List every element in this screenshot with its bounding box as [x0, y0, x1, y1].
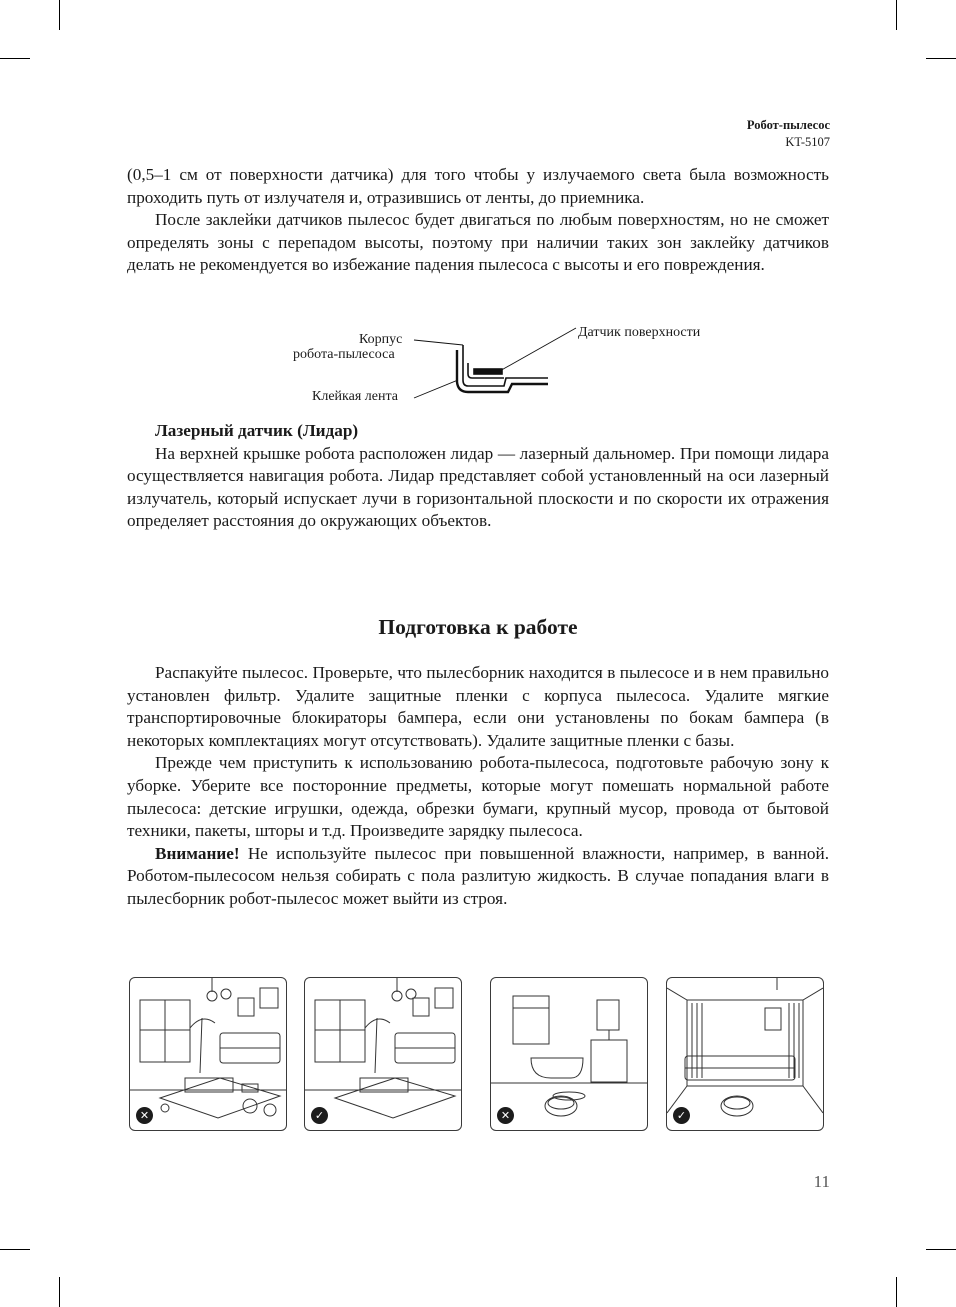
sensor-tape-diagram	[408, 320, 578, 410]
crop-mark	[59, 0, 60, 30]
room-drawing	[491, 978, 647, 1130]
room-drawing	[305, 978, 461, 1130]
illustration-living-room-open	[666, 977, 824, 1131]
crop-mark	[896, 1277, 897, 1307]
illustration-living-room-clean	[304, 977, 462, 1131]
lidar-block	[127, 420, 829, 533]
check-icon: ✓	[311, 1107, 328, 1124]
page-number: 11	[813, 1172, 830, 1191]
intro-paragraph-2: После заклейки датчиков пылесос будет двигаться по любым поверхностям, но не сможет определять зоны с перепадом высоты, поэтому при наличии таких зон заклейку датчиков делать не рекомендуется во избежание падения пылесоса с высоты и его повреждения.	[127, 210, 829, 275]
header-model: KT-5107	[785, 135, 830, 149]
cross-icon: ✕	[497, 1107, 514, 1124]
crop-mark	[896, 0, 897, 30]
room-drawing	[130, 978, 286, 1130]
section-title: Подготовка к работе	[378, 615, 578, 639]
crop-mark	[59, 1277, 60, 1307]
warning-paragraph	[127, 843, 829, 911]
diagram-label-body-1: Корпус	[359, 332, 403, 347]
cross-icon: ✕	[136, 1107, 153, 1124]
lidar-title: Лазерный датчик (Лидар)	[155, 421, 359, 440]
section-paragraph-1: Распакуйте пылесос. Проверьте, что пылесборник находится в пылесосе и в нем правильно установлен фильтр. Удалите защитные пленки с корпуса пылесоса. Удалите мягкие транспортировочные блокираторы бампера, если они установлены по бокам бампера (в некоторых комплектациях могут отсутствовать). Удалите защитные пленки с базы.	[127, 663, 829, 750]
crop-mark	[0, 58, 30, 59]
intro-paragraph-1: (0,5–1 см от поверхности датчика) для того чтобы у излучаемого света была возможность проходить путь от излучателя и, отразившись от ленты, до приемника.	[127, 165, 829, 207]
section-body	[127, 662, 829, 911]
running-header	[747, 117, 830, 151]
room-drawing	[667, 978, 823, 1130]
diagram-label-body-2: робота-пылесоса	[293, 347, 395, 362]
crop-mark	[926, 1249, 956, 1250]
header-title: Робот-пылесос	[746, 118, 830, 132]
intro-block	[127, 164, 829, 277]
diagram-label-sensor: Датчик поверхности	[578, 325, 701, 340]
lidar-paragraph: На верхней крышке робота расположен лидар — лазерный дальномер. При помощи лидара осуществляется навигация робота. Лидар представляет собой установленный на оси лазерный излучатель, который испускает лучи в горизонтальной плоскости и по скорости их отражения определяет расстояния до окружающих объектов.	[127, 443, 829, 531]
illustration-living-room-cluttered	[129, 977, 287, 1131]
warning-label: Внимание!	[155, 843, 240, 863]
crop-mark	[926, 58, 956, 59]
diagram-label-tape: Клейкая лента	[312, 389, 398, 404]
warning-text: Не используйте пылесос при повышенной влажности, например, в ванной. Роботом-пылесосом нельзя собирать с пола разлитую жидкость. В случае попадания влаги в пылесборник робот-пылесос может выйти из строя.	[127, 843, 829, 908]
illustration-bathroom-wet	[490, 977, 648, 1131]
crop-mark	[0, 1249, 30, 1250]
section-paragraph-2: Прежде чем приступить к использованию робота-пылесоса, подготовьте рабочую зону к уборке. Уберите все посторонние предметы, которые могут помешать нормальной работе пылесоса: детские игрушки, одежда, обрезки бумаги, крупный мусор, провода от бытовой техники, пакеты, шторы и т.д. Произведите зарядку пылесоса.	[127, 753, 829, 841]
check-icon: ✓	[673, 1107, 690, 1124]
